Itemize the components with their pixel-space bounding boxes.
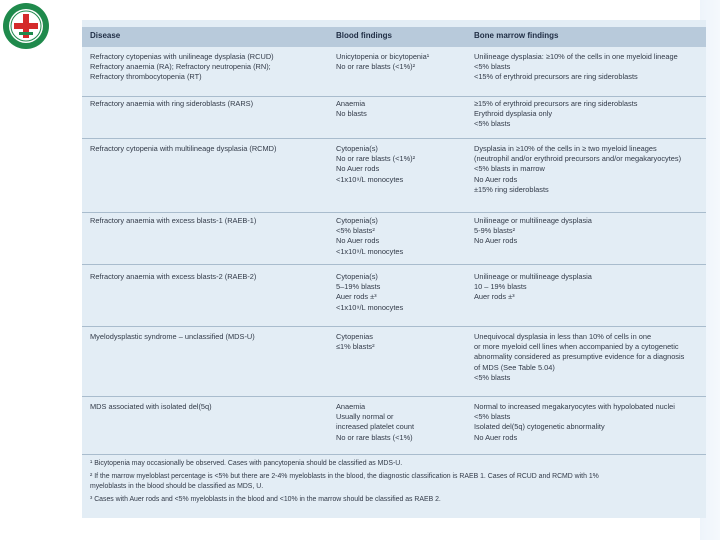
cell-line: <1x10⁹/L monocytes	[336, 174, 404, 184]
cell-line: Normal to increased megakaryocytes with hypolobated nuclei	[474, 402, 675, 411]
cell-line: Isolated del(5q) cytogenetic abnormality	[474, 422, 605, 432]
mds-classification-table	[82, 20, 706, 518]
row-divider	[82, 212, 706, 213]
cell-line: <5% blasts	[474, 372, 511, 382]
cell-line: or more myeloid cell lines when accompanied by a cytogenetic	[474, 342, 679, 352]
table-row-disease	[90, 144, 276, 154]
cell-line: Erythroid dysplasia only	[474, 109, 553, 119]
cell-line: No or rare blasts (<1%)²	[336, 154, 416, 164]
row-divider	[82, 138, 706, 139]
row-divider	[82, 454, 706, 455]
table-row-disease	[90, 52, 274, 83]
cell-line: <5% blasts	[474, 119, 511, 129]
cell-line: Refractory cytopenias with unilineage dysplasia (RCUD)	[90, 52, 274, 61]
cell-line: MDS associated with isolated del(5q)	[90, 402, 212, 411]
table-row-blood	[336, 272, 403, 313]
cell-line: No Auer rods	[336, 236, 380, 246]
cell-line: of MDS (See Table 5.04)	[474, 362, 555, 372]
institution-logo	[2, 2, 50, 50]
table-header	[82, 27, 706, 47]
cell-line: Refractory anaemia with excess blasts-2 (RAEB-2)	[90, 272, 257, 281]
table-row-marrow	[474, 99, 637, 130]
cell-line: <15% of erythroid precursors are ring sideroblasts	[474, 72, 638, 82]
cell-line: No Auer rods	[474, 432, 518, 442]
table-row-disease	[90, 402, 212, 412]
table-row-disease	[90, 332, 255, 342]
row-divider	[82, 96, 706, 97]
cell-line: Cytopenia(s)	[336, 272, 378, 281]
cell-line: Auer rods ±³	[336, 292, 377, 302]
table-row-blood	[336, 216, 403, 257]
footnote-2: ² If the marrow myeloblast percentage is <5% but there are 2-4% myeloblasts in the blood, the diagnostic classification is RAEB 1. Cases of RCUD and RCMD with 1%	[90, 473, 599, 480]
cell-line: Unilineage dysplasia: ≥10% of the cells in one myeloid lineage	[474, 52, 678, 61]
table-row-marrow	[474, 216, 592, 247]
table-row-disease	[90, 272, 256, 282]
table-row-blood	[336, 332, 375, 352]
cell-line: Auer rods ±³	[474, 292, 515, 302]
table-row-blood	[336, 52, 429, 72]
cell-line: Myelodysplastic syndrome – unclassified (MDS-U)	[90, 332, 255, 341]
footnote-3: ³ Cases with Auer rods and <5% myeloblasts in the blood and <10% in the marrow should be classified as RAEB 2.	[90, 496, 441, 503]
cell-line: 5-9% blasts²	[474, 226, 516, 236]
cell-line: Dysplasia in ≥10% of the cells in ≥ two myeloid lineages	[474, 144, 657, 153]
cell-line: Unequivocal dysplasia in less than 10% of cells in one	[474, 332, 652, 341]
cell-line: Refractory anaemia with ring sideroblasts (RARS)	[90, 99, 254, 108]
table-row-blood	[336, 402, 414, 443]
cell-line: abnormality considered as presumptive evidence for a diagnosis	[474, 352, 685, 362]
row-divider	[82, 396, 706, 397]
cell-line: No blasts	[336, 109, 367, 119]
header-blood-findings: Blood findings	[336, 31, 392, 40]
cell-line: No Auer rods	[336, 164, 380, 174]
cell-line: (neutrophil and/or erythroid precursors and/or megakaryocytes)	[474, 154, 682, 164]
cell-line: <5% blasts	[474, 62, 511, 72]
cell-line: increased platelet count	[336, 422, 415, 432]
footnote-1: ¹ Bicytopenia may occasionally be observed. Cases with pancytopenia should be classified as MDS-U.	[90, 460, 403, 467]
cell-line: No or rare blasts (<1%)²	[336, 62, 416, 72]
cell-line: ±15% ring sideroblasts	[474, 184, 549, 194]
cell-line: Unilineage or multilineage dysplasia	[474, 216, 592, 225]
table-row-marrow	[474, 332, 684, 383]
cell-line: Anaemia	[336, 402, 366, 411]
cell-line: <5% blasts²	[336, 226, 375, 236]
cell-line: No or rare blasts (<1%)	[336, 432, 413, 442]
table-row-blood	[336, 144, 415, 185]
cell-line: ≤1% blasts²	[336, 342, 375, 352]
table-row-blood	[336, 99, 367, 119]
cell-line: Cytopenia(s)	[336, 216, 378, 225]
header-bone-marrow-findings: Bone marrow findings	[474, 31, 559, 40]
row-divider	[82, 326, 706, 327]
cell-line: Cytopenias	[336, 332, 373, 341]
header-disease: Disease	[90, 31, 121, 40]
cell-line: No Auer rods	[474, 174, 518, 184]
cell-line: Cytopenia(s)	[336, 144, 378, 153]
cell-line: 5–19% blasts	[336, 282, 381, 292]
cell-line: Unicytopenia or bicytopenia¹	[336, 52, 430, 61]
table-row-disease	[90, 99, 253, 109]
cell-line: ≥15% of erythroid precursors are ring sideroblasts	[474, 99, 638, 108]
table-row-marrow	[474, 52, 678, 83]
cell-line: Refractory anaemia with excess blasts-1 (RAEB-1)	[90, 216, 257, 225]
table-row-marrow	[474, 272, 592, 303]
table-row-marrow	[474, 144, 681, 195]
cell-line: Refractory cytopenia with multilineage dysplasia (RCMD)	[90, 144, 277, 153]
cell-line: Anaemia	[336, 99, 366, 108]
cell-line: <1x10⁹/L monocytes	[336, 302, 404, 312]
cell-line: <5% blasts in marrow	[474, 164, 545, 174]
table-row-disease	[90, 216, 256, 226]
cell-line: <1x10⁹/L monocytes	[336, 246, 404, 256]
cell-line: <5% blasts	[474, 412, 511, 422]
table-row-marrow	[474, 402, 675, 443]
cell-line: No Auer rods	[474, 236, 518, 246]
cell-line: Refractory thrombocytopenia (RT)	[90, 72, 202, 82]
cell-line: Usually normal or	[336, 412, 394, 422]
cell-line: 10 – 19% blasts	[474, 282, 527, 292]
cell-line: Unilineage or multilineage dysplasia	[474, 272, 592, 281]
row-divider	[82, 264, 706, 265]
footnote-2-continued: myeloblasts in the blood should be classified as MDS, U.	[90, 483, 264, 490]
cell-line: Refractory anaemia (RA); Refractory neutropenia (RN);	[90, 62, 271, 72]
